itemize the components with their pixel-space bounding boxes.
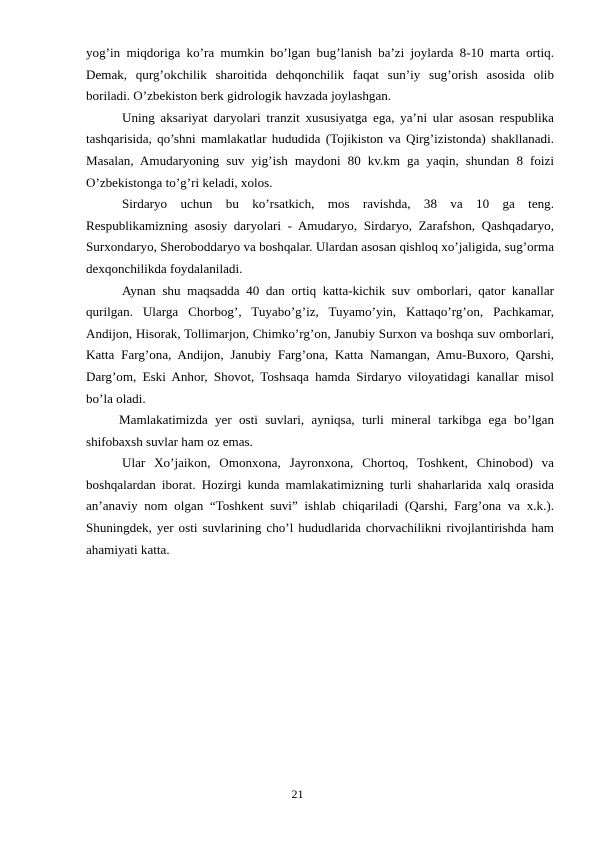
document-page: [86, 42, 554, 560]
paragraph-2: Uning aksariyat daryolari tranzit xususiyatga ega, ya’ni ular asosan respublika tashqarisida, qo’shni mamlakatlar hududida (Tojikiston va Qirg’izistonda) shakllanadi. Masalan, Amudaryoning suv yig’ish maydoni 80 kv.km ga yaqin, shundan 8 foizi O’zbekistonga to’g’ri keladi, xolos.: [86, 109, 554, 190]
paragraph-3: Sirdaryo uchun bu ko’rsatkich, mos ravishda, 38 va 10 ga teng. Respublikamizning asosiy daryolari - Amudaryo, Sirdaryo, Zarafshon, Qashqadaryo, Surxondaryo, Sheroboddaryo va boshqalar. Ulardan asosan qishloq xo’jaligida, sug’orma dexqonchilikda foydalaniladi.: [86, 196, 555, 276]
paragraph-5: Mamlakatimizda yer osti suvlari, ayniqsa, turli mineral tarkibga ega bo’lgan shifobaxsh suvlar ham oz emas.: [86, 412, 554, 449]
page-number: 21: [291, 787, 304, 801]
paragraph-6: Ular Xo’jaikon, Omonxona, Jayronxona, Chortoq, Toshkent, Chinobod) va boshqalardan iborat. Hozirgi kunda mamlakatimizning turli shaharlarida xalq orasida an’anaviy nom olgan “Toshkent suvi” ishlab chiqariladi (Qarshi, Farg’ona va x.k.). Shuningdek, yer osti suvlarining cho’l hududlarida chorvachilikni rivojlantirishda ham ahamiyati katta.: [86, 455, 554, 557]
paragraph-1: yog’in miqdoriga ko’ra mumkin bo’lgan bug’lanish ba’zi joylarda 8-10 marta ortiq. Demak, qurg’okchilik sharoitida dehqonchilik faqat sun’iy sug’orish asosida olib boriladi. O’zbekiston berk gidrologik havzada joylashgan.: [86, 45, 554, 104]
paragraph-4: Aynan shu maqsadda 40 dan ortiq katta-kichik suv omborlari, qator kanallar qurilgan. Ularga Chorbog’, Tuyabo’g’iz, Tuyamo’yin, Kattaqo’rg’on, Pachkamar, Andijon, Hisorak, Tollimarjon, Chimko’rg’on, Janubiy Surxon va boshqa suv omborlari, Katta Farg’ona, Andijon, Janubiy Farg’ona, Katta Namangan, Amu-Buxoro, Qarshi, Darg’om, Eski Anhor, Shovot, Toshsaqa hamda Sirdaryo viloyatidagi kanallar misol bo’la oladi.: [86, 282, 554, 406]
